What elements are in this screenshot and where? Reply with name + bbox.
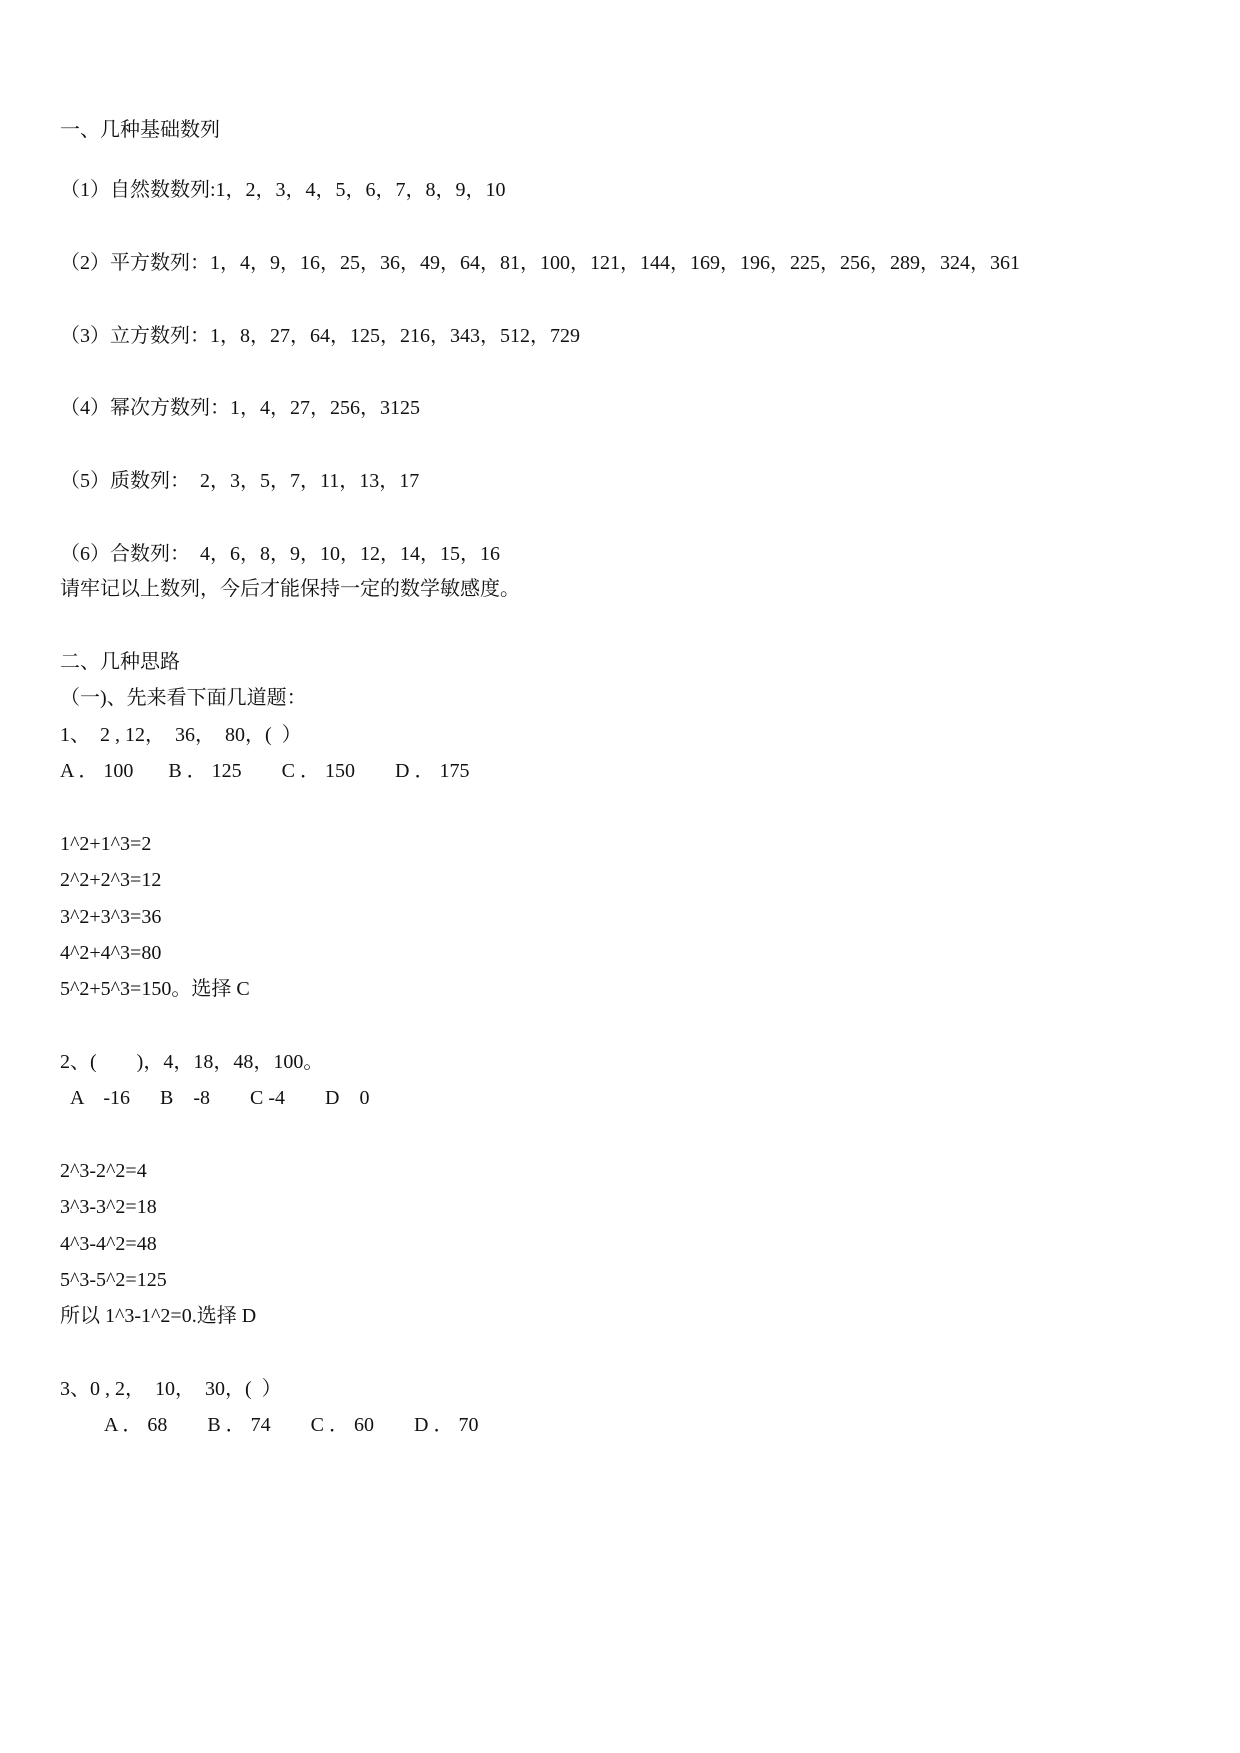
question-3: 3、0 , 2， 10， 30，( ） <box>60 1378 282 1400</box>
sequence-power: （4）幂次方数列：1，4，27，256，3125 <box>60 397 420 419</box>
sequence-prime: （5）质数列： 2，3，5，7，11，13，17 <box>60 470 420 492</box>
section1-heading: 一、几种基础数列 <box>60 119 220 141</box>
question-1-step: 2^2+2^3=12 <box>60 869 162 891</box>
question-2-step: 4^3-4^2=48 <box>60 1233 157 1255</box>
question-1-answer: 5^2+5^3=150。选择 C <box>60 978 250 1000</box>
question-1-step: 3^2+3^3=36 <box>60 906 162 928</box>
question-1-step: 4^2+4^3=80 <box>60 942 162 964</box>
section2-subheading: （一)、先来看下面几道题： <box>60 687 307 709</box>
question-2-step: 2^3-2^2=4 <box>60 1160 147 1182</box>
question-2-step: 3^3-3^2=18 <box>60 1196 157 1218</box>
question-3-options: A ． 68 B ． 74 C ． 60 D ． 70 <box>104 1414 479 1436</box>
memorize-note: 请牢记以上数列，今后才能保持一定的数学敏感度。 <box>60 578 520 600</box>
question-1-options: A ． 100 B ． 125 C ． 150 D ． 175 <box>60 760 470 782</box>
question-1-step: 1^2+1^3=2 <box>60 833 152 855</box>
section2-heading: 二、几种思路 <box>60 651 180 673</box>
sequence-cube: （3）立方数列：1，8，27，64，125，216，343，512，729 <box>60 325 580 347</box>
sequence-square: （2）平方数列：1，4，9，16，25，36，49，64，81，100，121，144，169，196，225，256，289，324，361 <box>60 252 1020 274</box>
question-2: 2、( )，4，18，48，100。 <box>60 1051 324 1073</box>
question-2-step: 5^3-5^2=125 <box>60 1269 167 1291</box>
question-2-options: A -16 B -8 C -4 D 0 <box>70 1087 370 1109</box>
sequence-natural: （1）自然数数列:1，2，3，4，5，6，7，8，9，10 <box>60 179 506 201</box>
sequence-composite: （6）合数列： 4，6，8，9，10，12，14，15，16 <box>60 543 500 565</box>
question-1: 1、 2 , 12， 36， 80，( ） <box>60 724 302 746</box>
question-2-answer: 所以 1^3-1^2=0.选择 D <box>60 1305 257 1327</box>
